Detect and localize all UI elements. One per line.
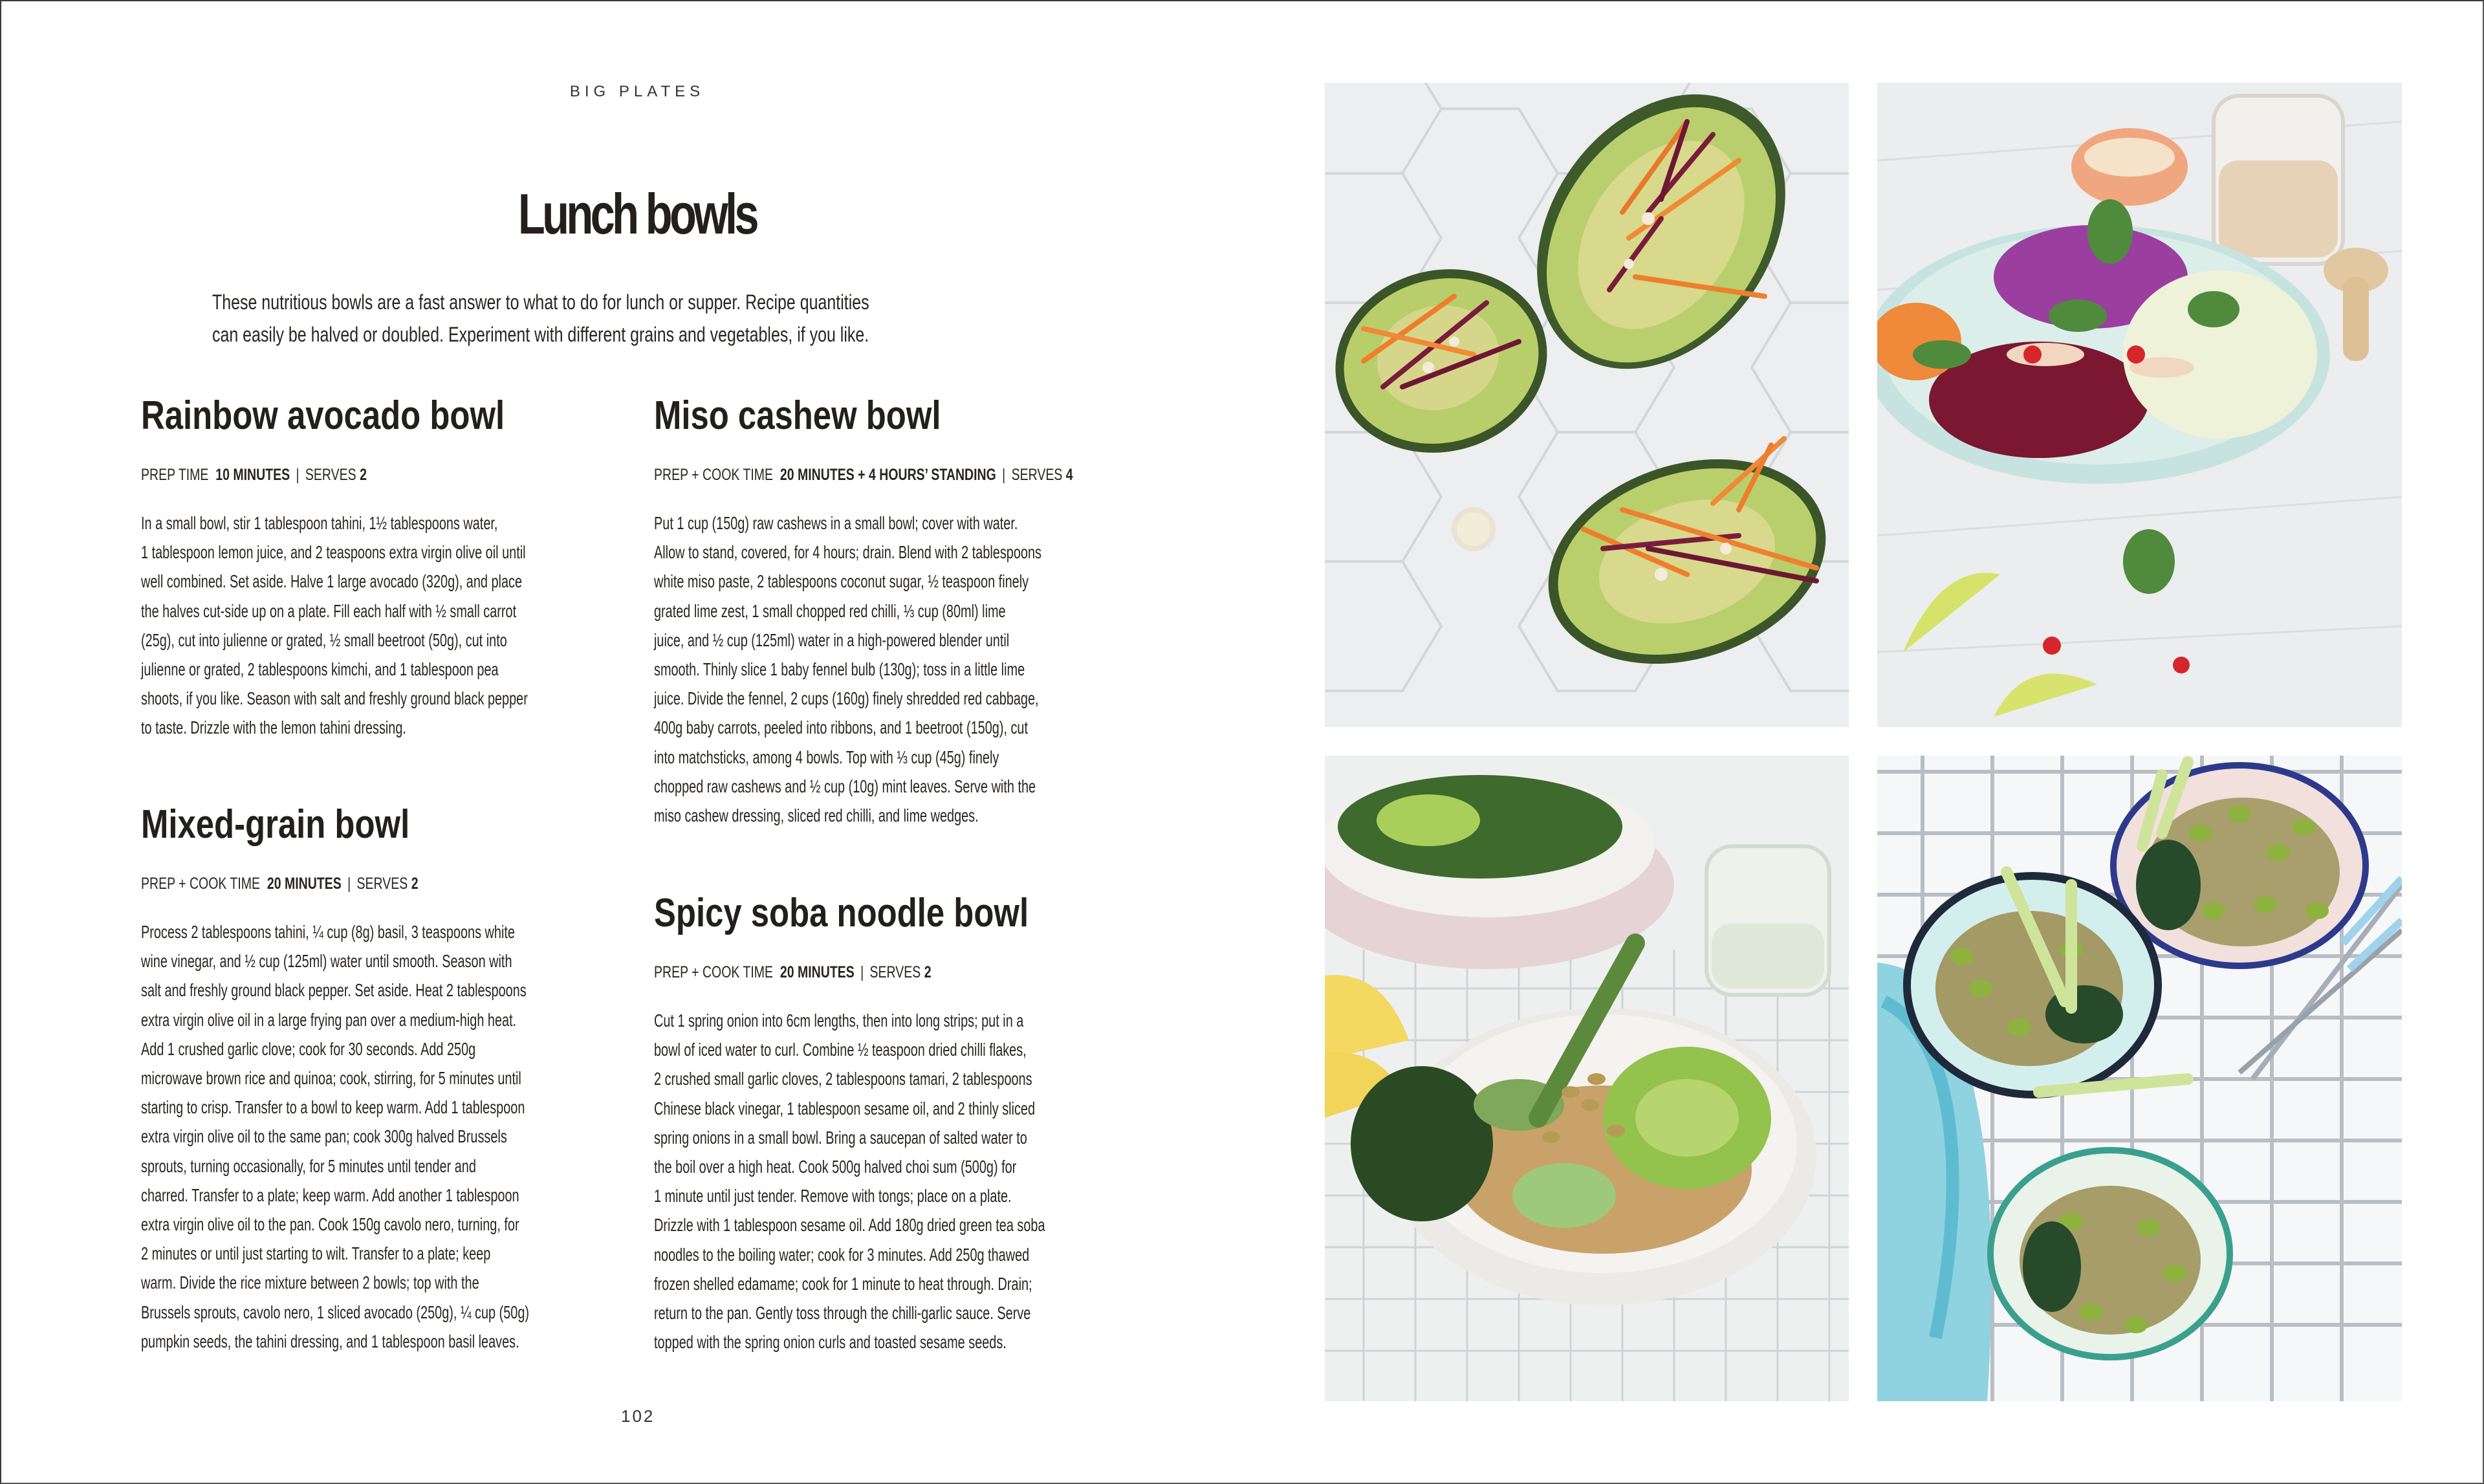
method-line: frozen shelled edamame; cook for 1 minute to heat through. Drain; [654,1273,1032,1294]
time-value: 20 MINUTES + 4 HOURS’ STANDING [779,466,996,484]
time-value: 20 MINUTES [779,963,855,981]
method-line: sprouts, turning occasionally, for 5 minutes until tender and [141,1155,476,1176]
photo-illustration [1877,83,2402,727]
page-number: 102 [621,1406,655,1426]
meta-divider: | [347,875,351,893]
recipe-rainbow-avocado-bowl [141,393,620,738]
method-line: noodles to the boiling water; cook for 3 minutes. Add 250g thawed [654,1244,1030,1265]
recipe-meta [141,875,419,893]
intro-line: These nutritious bowls are a fast answer to what to do for lunch or supper. Recipe quantities [212,290,869,314]
method-line: return to the pan. Gently toss through the chilli-garlic sauce. Serve [654,1303,1031,1324]
method-line: white miso paste, 2 tablespoons coconut sugar, ½ teaspoon finely [654,571,1029,592]
method-line: smooth. Thinly slice 1 baby fennel bulb (130g); toss in a little lime [654,659,1025,680]
method-line: 2 minutes or until just starting to wilt. Transfer to a plate; keep [141,1243,491,1264]
intro-line: can easily be halved or doubled. Experiment with different grains and vegetables, if you like. [212,323,869,346]
method-line: extra virgin olive oil in a large frying pan over a medium-high heat. [141,1009,517,1030]
method-line: bowl of iced water to curl. Combine ½ teaspoon dried chilli flakes, [654,1040,1027,1060]
photo-illustration [1877,756,2402,1401]
method-line: 1 tablespoon lemon juice, and 2 teaspoons extra virgin olive oil until [141,542,526,563]
meta-divider: | [296,466,300,484]
recipe-meta [141,466,367,485]
time-label: PREP + COOK TIME [654,466,774,484]
serves-label: SERVES [1011,466,1063,484]
method-line: starting to crisp. Transfer to a bowl to keep warm. Add 1 tablespoon [141,1097,525,1118]
serves-value: 2 [411,875,419,893]
method-line: Allow to stand, covered, for 4 hours; drain. Blend with 2 tablespoons [654,542,1041,563]
recipe-method [654,1006,1045,1357]
method-line: well combined. Set aside. Halve 1 large avocado (320g), and place [141,571,523,592]
page-title [1,181,1273,247]
method-line: into matchsticks, among 4 bowls. Top with ⅓ cup (45g) finely [654,747,999,767]
recipe-title: Mixed-grain bowl [141,802,410,847]
method-line: juice. Divide the fennel, 2 cups (160g) finely shredded red cabbage, [654,688,1039,709]
method-line: the halves cut-side up on a plate. Fill each half with ½ small carrot [141,600,517,621]
photo-illustration [1325,756,1849,1401]
method-line: to taste. Drizzle with the lemon tahini dressing. [141,717,406,738]
rainbow-avocado-bowl-photo [1325,83,1849,727]
method-line: miso cashew dressing, sliced red chilli, and lime wedges. [654,805,979,826]
recipe-mixed-grain-bowl [141,802,620,1351]
method-line: spring onions in a small bowl. Bring a saucepan of salted water to [654,1127,1027,1148]
method-line: microwave brown rice and quinoa; cook, stirring, for 5 minutes until [141,1068,521,1089]
recipe-method [141,917,529,1356]
method-line: topped with the spring onion curls and toasted sesame seeds. [654,1332,1007,1353]
method-line: warm. Divide the rice mixture between 2 bowls; top with the [141,1272,479,1293]
section-label: BIG PLATES [569,83,705,100]
method-line: chopped raw cashews and ½ cup (10g) mint leaves. Serve with the [654,776,1036,796]
miso-cashew-bowl-photo [1877,83,2402,727]
serves-value: 2 [360,466,367,484]
photo-illustration [1325,83,1849,727]
serves-value: 4 [1065,466,1073,484]
method-line: wine vinegar, and ½ cup (125ml) water until smooth. Season with [141,951,512,972]
meta-divider: | [1002,466,1006,484]
recipe-title: Miso cashew bowl [654,393,941,438]
method-line: Add 1 crushed garlic clove; cook for 30 seconds. Add 250g [141,1038,476,1059]
method-line: (25g), cut into julienne or grated, ½ small beetroot (50g), cut into [141,629,507,650]
method-line: Cut 1 spring onion into 6cm lengths, then into long strips; put in a [654,1010,1024,1031]
method-line: Process 2 tablespoons tahini, ¼ cup (8g) basil, 3 teaspoons white [141,922,515,942]
meta-divider: | [860,963,864,981]
spicy-soba-noodle-bowl-photo [1877,756,2402,1401]
recipe-meta [654,466,1073,485]
recipe-meta [654,963,932,982]
method-line: grated lime zest, 1 small chopped red chilli, ⅓ cup (80ml) lime [654,600,1006,621]
recipe-miso-cashew-bowl [654,393,1133,826]
time-value: 20 MINUTES [267,875,342,893]
intro-paragraph [212,286,869,351]
mixed-grain-bowl-photo [1325,756,1849,1401]
method-line: juice, and ½ cup (125ml) water in a high-powered blender until [654,629,1010,650]
time-label: PREP TIME [141,466,209,484]
method-line: Put 1 cup (150g) raw cashews in a small bowl; cover with water. [654,513,1018,533]
serves-label: SERVES [356,875,408,893]
serves-label: SERVES [305,466,356,484]
method-line: salt and freshly ground black pepper. Set aside. Heat 2 tablespoons [141,980,527,1001]
method-line: shoots, if you like. Season with salt and freshly ground black pepper [141,688,528,709]
recipe-title: Spicy soba noodle bowl [654,891,1029,935]
method-line: 2 crushed small garlic cloves, 2 tablespoons tamari, 2 tablespoons [654,1069,1032,1089]
method-line: charred. Transfer to a plate; keep warm. Add another 1 tablespoon [141,1184,519,1205]
method-line: extra virgin olive oil to the pan. Cook 150g cavolo nero, turning, for [141,1214,519,1235]
method-line: Drizzle with 1 tablespoon sesame oil. Add 180g dried green tea soba [654,1215,1045,1236]
method-line: extra virgin olive oil to the same pan; cook 300g halved Brussels [141,1126,507,1147]
method-line: julienne or grated, 2 tablespoons kimchi, and 1 tablespoon pea [141,659,499,680]
method-line: 1 minute until just tender. Remove with tongs; place on a plate. [654,1186,1012,1206]
recipe-title: Rainbow avocado bowl [141,393,505,438]
method-line: Chinese black vinegar, 1 tablespoon sesame oil, and 2 thinly sliced [654,1098,1036,1118]
time-label: PREP + COOK TIME [654,963,774,981]
method-line: In a small bowl, stir 1 tablespoon tahini, 1½ tablespoons water, [141,513,498,533]
time-label: PREP + COOK TIME [141,875,261,893]
time-value: 10 MINUTES [215,466,290,484]
serves-label: SERVES [869,963,921,981]
serves-value: 2 [924,963,932,981]
method-line: the boil over a high heat. Cook 500g halved choi sum (500g) for [654,1157,1017,1177]
method-line: pumpkin seeds, the tahini dressing, and 1 tablespoon basil leaves. [141,1331,519,1351]
method-line: 400g baby carrots, peeled into ribbons, and 1 beetroot (150g), cut [654,717,1029,738]
recipe-method [654,508,1041,830]
method-line: Brussels sprouts, cavolo nero, 1 sliced avocado (250g), ¼ cup (50g) [141,1302,530,1322]
recipe-spicy-soba-noodle-bowl [654,891,1133,1353]
page-title-text: Lunch bowls [518,182,756,246]
recipe-method [141,508,528,743]
